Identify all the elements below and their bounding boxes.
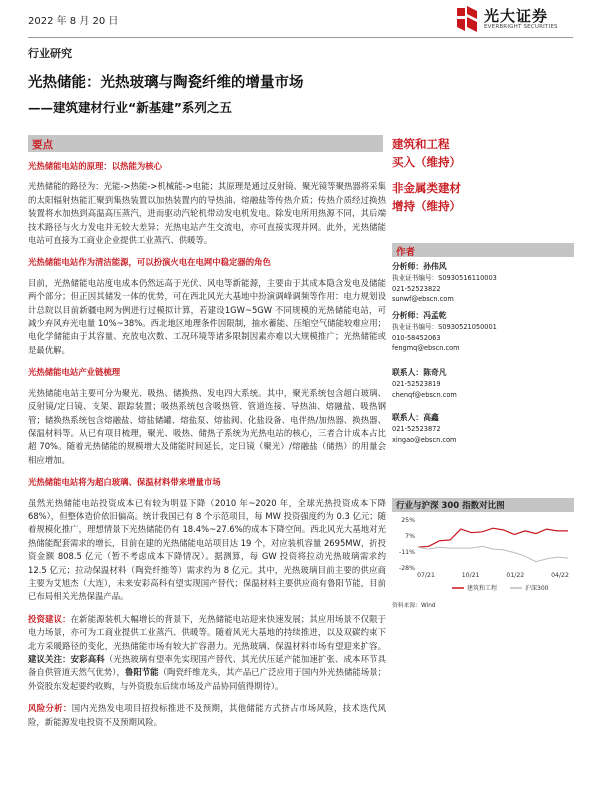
report-title: 光热储能：光热玻璃与陶瓷纤维的增量市场 [28, 75, 304, 91]
chart-svg [392, 514, 574, 608]
author-card [392, 412, 574, 445]
risk-text: 国内光热发电项目招投标推进不及预期，其他储能方式挤占市场风险，技术迭代风险，新能源发电投资不及预期风险。 [28, 703, 386, 727]
rating-block [392, 135, 574, 171]
author-email: chenqf@ebscn.com [392, 390, 457, 399]
summary-header-bar [28, 135, 383, 152]
section-heading: 光热储能电站产业链梳理 [28, 367, 121, 378]
section-paragraph: 光热储能电站主要可分为聚光、吸热、储换热、发电四大系统。其中，聚光系统包含超白玻璃、反射镜/定日镜、支架、跟踪装置；吸热系统包含吸热管、管道连接、导热油、熔融盐、吸热钢管；储换热系统包含熔融盐、熔盐储罐、熔盐泵、熔盐阀、化盐设备、电伴热/加热器、换热器、保温材料等。从已有项目梳理，聚光、吸热、储热子系统为光热电站的核心，三者合计成本占比超 70%。随着光热储能的规模增大及储能时间延长，定日镜（聚光）/熔融盐（储热）的用量会相应增加。 [28, 387, 386, 465]
author-email: xingao@ebscn.com [392, 435, 457, 444]
section-heading: 光热储能电站的原理：以热能为核心 [28, 161, 162, 171]
section-paragraph: 目前，光热储能电站度电成本仍然远高于光伏、风电等新能源，主要由于其成本隐含发电及储能两个部分；但正因其储发一体的优势，可在西北风光大基地中扮演调峰调频等作用：电力规划设计总院以目前新疆电网为例进行过模拟计算，若建设1GW~5GW 不同规模的光热储能电站，可减少弃风弃光电量 10%~38%。西北地区地理条件因限制，抽水蓄能、压缩空气储能较难应用；电化学储能由于其容量、充放电次数、工况环境等诸多限制因素亦难以大规模推广；光热储能或是最优解。 [28, 277, 386, 355]
section-paragraph: 光热储能的路径为：光能->热能->机械能->电能；其原理是通过反射镜、聚光镜等聚热器将采集的太阳辐射热能汇聚到集热装置以加热装置内的导热油、熔融盐等传热介质；传热介质经过换热装置将水加热到高温高压蒸汽，进而驱动汽轮机带动发电机发电。除发电所用热源不同，其后端技术路径与火力发电并无较大差异；光热电站产生交流电，亦可直接实现并网。此外，光热储能电站可直接为工商业企业提供工业蒸汽、供暖等。 [28, 181, 386, 246]
chart-header-bar [392, 498, 574, 512]
rating-sector: 建筑和工程 [392, 137, 450, 151]
everbright-logo-icon [454, 5, 480, 33]
summary-label: 要点 [32, 139, 53, 151]
focus-lead: 建议关注： [28, 654, 71, 664]
authors-label: 作者 [396, 247, 416, 258]
y-tick-label: 7% [405, 533, 415, 540]
authors-header-bar [392, 243, 574, 257]
rating-sidebar [392, 135, 574, 223]
report-subtitle: ——建筑建材行业“新基建”系列之五 [28, 100, 232, 115]
author-phone: 021-52523822 [392, 284, 441, 293]
author-phone: 010-58452063 [392, 333, 441, 342]
section-heading: 光热储能电站将为超白玻璃、保温材料带来增量市场 [28, 477, 221, 488]
author-email: sunwf@ebscn.com [392, 295, 454, 303]
rating-value: 买入（维持） [392, 155, 461, 169]
x-tick-label: 10/21 [461, 572, 480, 579]
x-tick-label: 04/22 [551, 572, 569, 579]
summary-body [28, 160, 386, 738]
series-line-sector [418, 528, 568, 547]
report-type: 行业研究 [28, 47, 72, 60]
stock-comment: （陶瓷纤维龙头，其产品已广泛应用于国内外光热储能场景；外资股东发起要约收购，与外资股东后续市场及产品协同值得期待）。 [28, 667, 387, 691]
section-heading: 光热储能电站作为清洁能源，可以扮演火电在电网中稳定器的角色 [28, 257, 271, 268]
y-tick-label: 25% [401, 517, 415, 524]
author-name-line: 联系人：陈奇凡 [392, 368, 447, 377]
author-email: fengmq@ebscn.com [392, 344, 460, 352]
risk-paragraph [28, 702, 386, 729]
investment-lead: 投资建议： [28, 613, 71, 624]
stock-name: 安彩高科 [70, 654, 105, 664]
chart-source: 资料来源：Wind [392, 603, 436, 609]
investment-paragraph [28, 613, 386, 693]
rating-sector: 非金属类建材 [392, 181, 461, 195]
risk-lead: 风险分析： [28, 703, 72, 714]
author-card [392, 367, 574, 400]
author-name-line: 分析师：孙伟风 [392, 262, 447, 271]
index-comparison-chart [392, 514, 574, 608]
x-tick-label: 07/21 [417, 572, 435, 579]
chart-title: 行业与沪深 300 指数对比图 [396, 501, 505, 511]
investment-text: 在新能源装机大幅增长的背景下，光热储能电站迎来快速发展；其应用场景不仅限于电力场景，亦可为工商业提供工业蒸汽、供暖等。随着风光大基地的持续推进，以及双碳约束下北方采暖路径的变化，光热储能市场有较大扩容潜力。光热玻璃、保温材料市场有望迎来扩容。 [28, 613, 387, 651]
y-tick-label: -11% [399, 549, 415, 556]
rating-block [392, 179, 574, 215]
stock-name: 鲁阳节能 [124, 667, 159, 678]
header-divider [28, 37, 573, 38]
author-card [392, 310, 574, 354]
brand-name-en: EVERBRIGHT SECURITIES [484, 24, 558, 30]
author-name-line: 联系人：高鑫 [392, 413, 439, 422]
author-phone: 021-52523872 [392, 425, 441, 433]
author-card [392, 261, 574, 305]
x-tick-label: 01/22 [506, 572, 525, 579]
stock-comment: （光热玻璃有望率先实现国产替代、其光伏压延产能加速扩张、成本环节具备自供管道天然气优势）， [28, 654, 387, 678]
brand-name-cn: 光大证券 [484, 7, 549, 25]
report-date: 2022 年 8 月 20 日 [28, 16, 119, 27]
section-paragraph: 虽然光热储能电站投资成本已有较为明显下降（2010 年~2020 年，全球光热投资成本下降 68%），但整体造价依旧偏高。统计我国已有 8 个示范项目，每 MW 投资强度约为 0.3 亿元；随着规模化推广，理想情景下光热储能仍有 18.4%~27.6%的成本下降空间。西北风光大基地对光热储能配套需求的增长，目前在建的光热储能电站项目达 19 个，对应装机容量 2695MW，折投资金额 808.5 亿元（暂不考虑成本下降情况）。据测算，每 GW 投资将拉动光热玻璃需求约 12.5 亿元；拉动保温材料（陶瓷纤维等）需求约为 8 亿元。其中，光热玻璃目前主要的供应商主要为艾旭杰（大连），未来安彩高科有望实现国产替代；保温材料主要供应商有鲁阳节能，目前已布局相关光热保温产品。 [28, 497, 386, 602]
series-line-csi300 [418, 546, 568, 561]
legend-label: 建筑和工程 [467, 585, 498, 592]
y-tick-label: -28% [399, 565, 415, 572]
author-cert: 执业证书编号：S0930516110003 [392, 274, 497, 282]
legend-label: 沪深300 [525, 585, 549, 592]
rating-value: 增持（维持） [392, 199, 461, 213]
brand-logo [454, 5, 574, 35]
author-phone: 021-52523819 [392, 380, 441, 388]
author-name-line: 分析师：冯孟乾 [392, 311, 447, 320]
author-cert: 执业证书编号：S0930521050001 [392, 323, 497, 331]
